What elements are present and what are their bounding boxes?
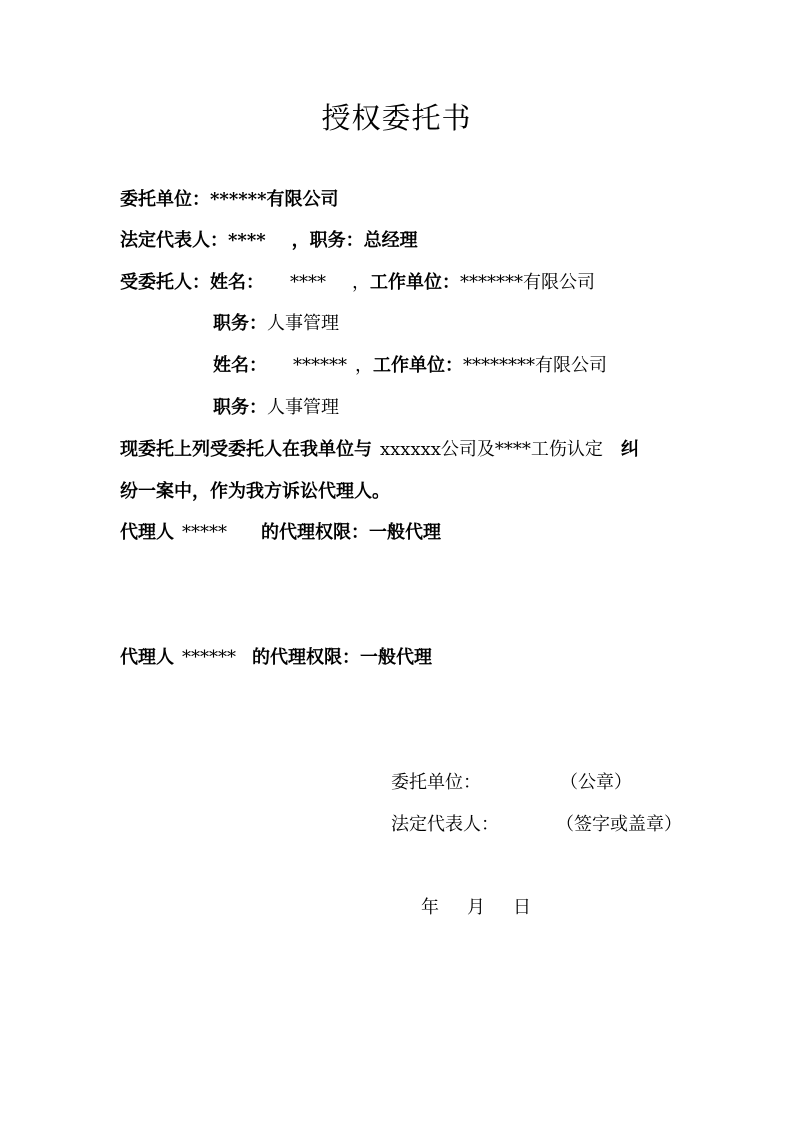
authority-1-suffix: 的代理权限：一般代理 (261, 522, 441, 543)
date-day: 日 (513, 897, 531, 918)
signature-rep-seal: （签字或盖章） (556, 814, 682, 835)
authority-2-prefix: 代理人 (120, 647, 174, 668)
authority-1-prefix: 代理人 (120, 522, 174, 543)
principal-line (120, 188, 338, 212)
legal-rep-name: **** (228, 230, 266, 251)
legal-rep-label: 法定代表人： (120, 230, 228, 251)
commission-party: xxxxxx公司及****工伤认定 (380, 439, 603, 460)
agent-1-work-unit: *******有限公司 (460, 272, 595, 293)
agent-1-name-label: 姓名： (210, 272, 264, 293)
principal-label: 委托单位： (120, 189, 210, 210)
agent-2-position-label: 职务： (213, 397, 267, 418)
agent-2-name: ****** (293, 355, 347, 376)
signature-unit-seal: （公章） (560, 772, 632, 793)
agent-1-line (120, 271, 595, 295)
authority-1-name: ***** (182, 522, 227, 543)
authority-2-suffix: 的代理权限：一般代理 (252, 647, 432, 668)
legal-rep-line (120, 229, 418, 253)
agent-2-work-unit: ********有限公司 (463, 355, 607, 376)
date-month: 月 (467, 897, 485, 918)
agent-2-position: 人事管理 (267, 397, 339, 418)
agent-1-position-label: 职务： (213, 313, 267, 334)
agents-label: 受委托人： (120, 272, 210, 293)
authority-2-name: ****** (182, 647, 236, 668)
agent-1-position-line (213, 312, 339, 336)
agent-2-name-label: 姓名： (213, 355, 267, 376)
agent-2-line (213, 354, 607, 378)
signature-rep-label: 法定代表人： (391, 814, 499, 835)
legal-rep-position-label: ，职务： (291, 230, 364, 251)
signature-unit-label: 委托单位： (391, 772, 481, 793)
document-title: 授权委托书 (321, 101, 472, 135)
agent-2-work-unit-label: 工作单位： (373, 355, 463, 376)
commission-line-1 (120, 438, 639, 462)
commission-part2: 纠 (620, 439, 639, 460)
agent-1-name: **** (290, 272, 326, 293)
principal-value: ******有限公司 (210, 189, 339, 210)
commission-part1: 现委托上列受委托人在我单位与 (120, 439, 372, 460)
date-year: 年 (421, 897, 439, 918)
commission-line-2: 纷一案中，作为我方诉讼代理人。 (120, 481, 390, 502)
agent-1-work-unit-label: 工作单位： (370, 272, 460, 293)
authority-2-line (120, 646, 432, 670)
agent-2-comma: ， (355, 355, 373, 376)
legal-rep-position: 总经理 (363, 230, 418, 251)
agent-1-comma: ， (352, 272, 370, 293)
agent-2-position-line (213, 396, 339, 420)
authority-1-line (120, 521, 441, 545)
agent-1-position: 人事管理 (267, 313, 339, 334)
